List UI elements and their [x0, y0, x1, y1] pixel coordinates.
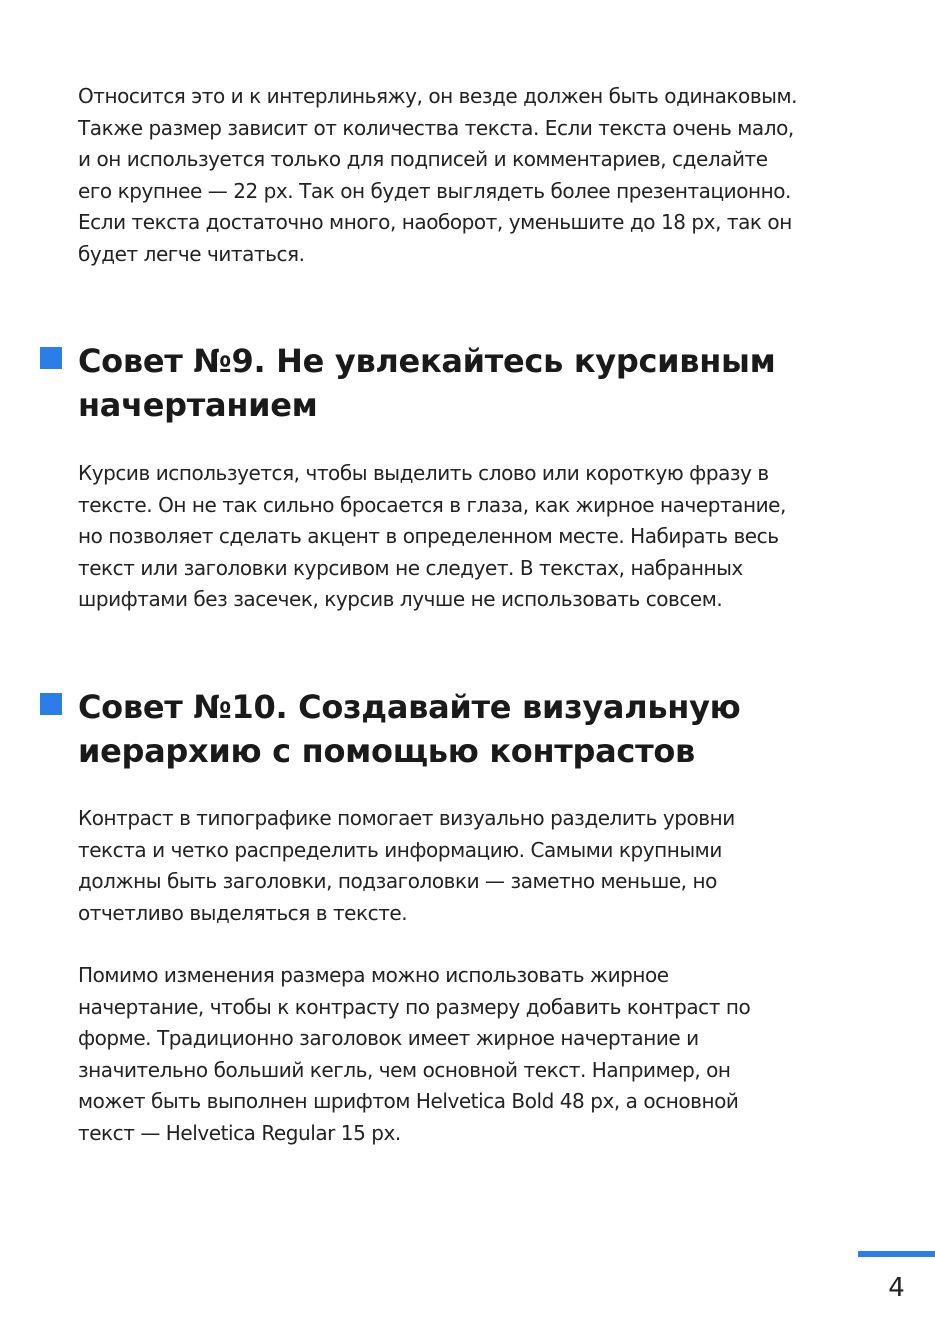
square-bullet-icon: [40, 693, 62, 715]
tip9-heading: Совет №9. Не увлекайтесь курсивным начертанием: [78, 342, 776, 424]
page-number: 4: [888, 1273, 905, 1303]
footer-accent-rule: [858, 1251, 935, 1257]
tip10-paragraph-1: Контраст в типографике помогает визуально разделить уровни текста и четко распределить информацию. Самыми крупными должны быть заголовки, подзаголовки — заметно меньше, но отчетливо выделяться в тексте.: [78, 806, 735, 925]
intro-paragraph: Относится это и к интерлиньяжу, он везде должен быть одинаковым. Также размер зависит от количества текста. Если текста очень мало, и он используется только для подписей и комментариев, сделайте его крупнее — 22 px. Так он будет выглядеть более презентационно. Если текста достаточно много, наоборот, уменьшите до 18 px, так он будет легче читаться.: [78, 84, 798, 266]
square-bullet-icon: [40, 347, 62, 369]
tip10-paragraph-2: Помимо изменения размера можно использовать жирное начертание, чтобы к контрасту по размеру добавить контраст по форме. Традиционно заголовок имеет жирное начертание и значительно больший кегль, чем основной текст. Например, он может быть выполнен шрифтом Helvetica Bold 48 px, а основной текст — Helvetica Regular 15 px.: [78, 963, 751, 1145]
tip10-heading: Совет №10. Создавайте визуальную иерархию с помощью контрастов: [78, 688, 741, 770]
tip9-paragraph: Курсив используется, чтобы выделить слово или короткую фразу в тексте. Он не так сильно бросается в глаза, как жирное начертание, но позволяет сделать акцент в определенном месте. Набирать весь текст или заголовки курсивом не следует. В текстах, набранных шрифтами без засечек, курсив лучше не использовать совсем.: [78, 461, 786, 611]
